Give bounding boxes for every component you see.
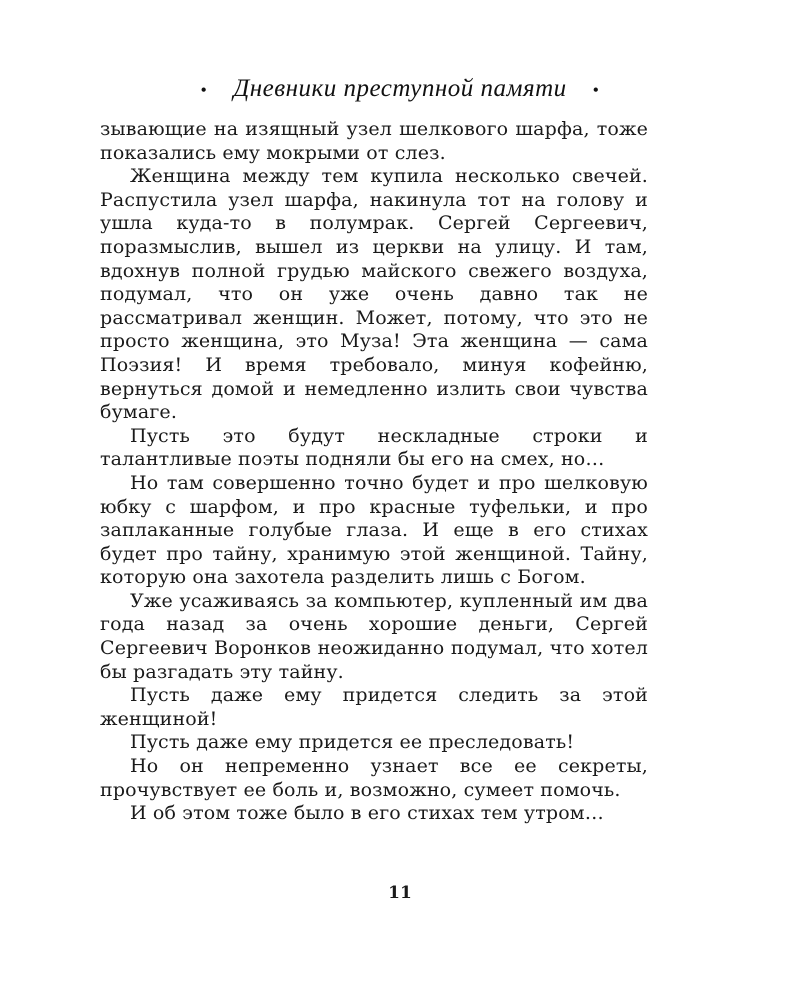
running-header — [0, 74, 800, 105]
paragraph: Но там совершенно точно будет и про шелковую юбку с шарфом, и про красные туфельки, и про заплаканные голубые глаза. И еще в его стихах будет про тайну, хранимую этой женщиной. Тайну, которую она захотела разделить лишь с Богом. — [100, 471, 648, 589]
paragraph: Пусть даже ему придется ее преследовать! — [130, 731, 575, 754]
paragraph: Уже усаживаясь за компьютер, купленный им два года назад за очень хорошие деньги, Сергей Сергеевич Воронков неожиданно подумал, что хотел бы разгадать эту тайну. — [100, 589, 648, 683]
paragraph: Женщина между тем купила несколько свечей. Распустила узел шарфа, накинула тот на голову и ушла куда-то в полумрак. Сергей Сергеевич, поразмыслив, вышел из церкви на улицу. И там, вдохнув полной грудью майского свежего воздуха, подумал, что он уже очень давно так не рассматривал женщин. Может, потому, что это не просто женщина, это Муза! Эта женщина — сама Поэзия! И время требовало, минуя кофейню, вернуться домой и немедленно излить свои чувства бумаге. — [100, 165, 648, 424]
header-bullet-right: • — [592, 80, 600, 101]
paragraph: Но он непременно узнает все ее секреты, прочувствует ее боль и, возможно, сумеет помочь. — [100, 755, 648, 801]
page-number: 11 — [388, 883, 412, 903]
paragraph: Пусть даже ему придется следить за этой женщиной! — [100, 684, 648, 730]
paragraph: Пусть это будут нескладные строки и талантливые поэты подняли бы его на смех, но… — [100, 424, 648, 471]
body-text — [100, 118, 648, 826]
paragraph: зывающие на изящный узел шелкового шарфа, тоже показались ему мокрыми от слез. — [100, 118, 648, 164]
header-bullet-left: • — [200, 80, 208, 101]
paragraph: И об этом тоже было в его стихах тем утром… — [130, 802, 604, 825]
header-title: Дневники преступной памяти — [233, 75, 567, 102]
